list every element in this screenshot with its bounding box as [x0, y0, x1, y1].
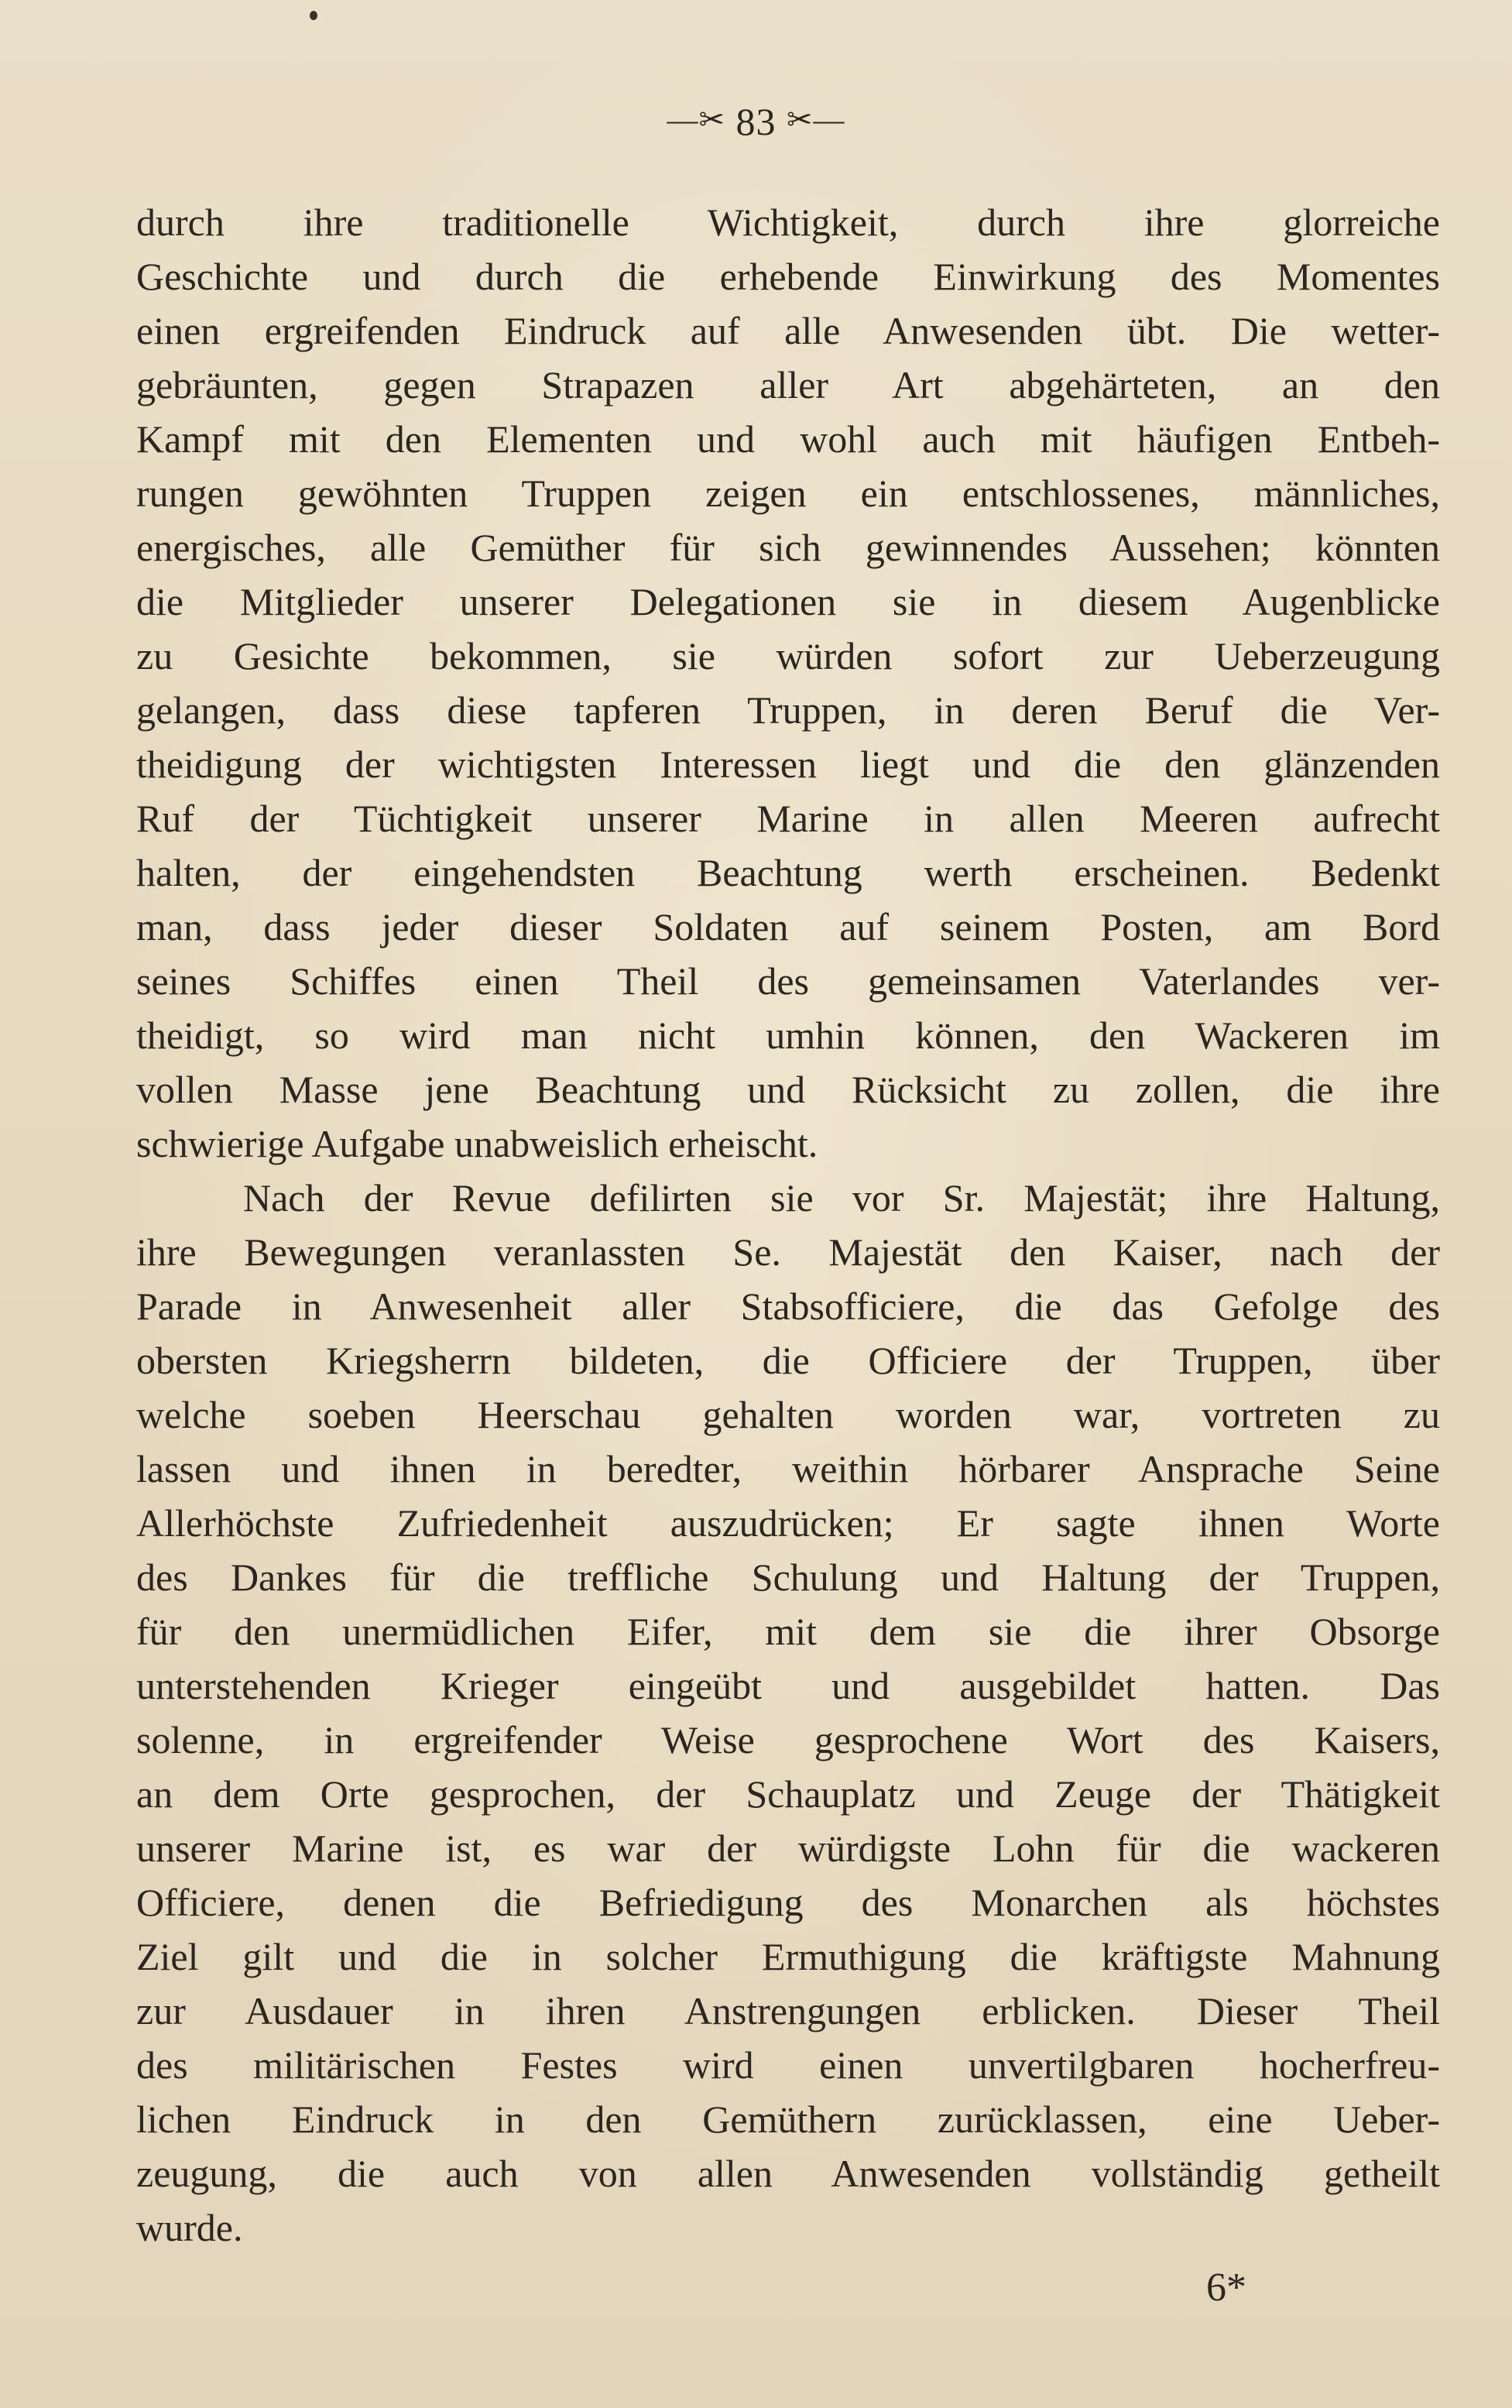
- text-line: Ziel gilt und die in solcher Ermuthigung die kräftigste Mahnung: [136, 1935, 1440, 1978]
- text-line: Ruf der Tüchtigkeit unserer Marine in allen Meeren aufrecht: [136, 797, 1440, 840]
- text-line: unterstehenden Krieger eingeübt und ausgebildet hatten. Das: [136, 1664, 1440, 1707]
- text-line: wurde.: [136, 2206, 243, 2249]
- text-line: durch ihre traditionelle Wichtigkeit, durch ihre glorreiche: [136, 201, 1440, 244]
- text-line: man, dass jeder dieser Soldaten auf seinem Posten, am Bord: [136, 905, 1440, 948]
- text-line: vollen Masse jene Beachtung und Rücksicht zu zollen, die ihre: [136, 1068, 1440, 1111]
- text-line: theidigung der wichtigsten Interessen liegt und die den glänzenden: [136, 743, 1440, 786]
- text-line: theidigt, so wird man nicht umhin können, den Wackeren im: [136, 1014, 1440, 1057]
- text-line: welche soeben Heerschau gehalten worden war, vortreten zu: [136, 1393, 1440, 1436]
- text-line: zu Gesichte bekommen, sie würden sofort zur Ueberzeugung: [136, 634, 1440, 677]
- paragraph-2: [136, 1171, 1440, 2255]
- text-line: an dem Orte gesprochen, der Schauplatz und Zeuge der Thätigkeit: [136, 1772, 1440, 1816]
- text-line: solenne, in ergreifender Weise gesprochene Wort des Kaisers,: [136, 1718, 1440, 1761]
- text-line: schwierige Aufgabe unabweislich erheischt.: [136, 1122, 818, 1165]
- text-line: des Dankes für die treffliche Schulung und Haltung der Truppen,: [136, 1556, 1440, 1599]
- text-line: einen ergreifenden Eindruck auf alle Anwesenden übt. Die wetter-: [136, 309, 1440, 352]
- text-line: zur Ausdauer in ihren Anstrengungen erblicken. Dieser Theil: [136, 1989, 1440, 2032]
- text-line: Parade in Anwesenheit aller Stabsofficiere, die das Gefolge des: [136, 1285, 1440, 1328]
- text-line: unserer Marine ist, es war der würdigste Lohn für die wackeren: [136, 1827, 1440, 1870]
- page-header: [0, 99, 1512, 144]
- text-line: rungen gewöhnten Truppen zeigen ein entschlossenes, männliches,: [136, 472, 1440, 515]
- text-line: gelangen, dass diese tapferen Truppen, in deren Beruf die Ver-: [136, 688, 1440, 732]
- text-line: seines Schiffes einen Theil des gemeinsamen Vaterlandes ver-: [136, 959, 1440, 1003]
- text-line: zeugung, die auch von allen Anwesenden vollständig getheilt: [136, 2152, 1440, 2195]
- paragraph-1: [136, 195, 1440, 1171]
- text-line: gebräunten, gegen Strapazen aller Art abgehärteten, an den: [136, 363, 1440, 406]
- text-line: Geschichte und durch die erhebende Einwirkung des Momentes: [136, 255, 1440, 298]
- text-line: lassen und ihnen in beredter, weithin hörbarer Ansprache Seine: [136, 1447, 1440, 1490]
- text-line: energisches, alle Gemüther für sich gewinnendes Aussehen; könnten: [136, 526, 1440, 569]
- text-line: Kampf mit den Elementen und wohl auch mit häufigen Entbeh-: [136, 417, 1440, 461]
- body-text: [136, 195, 1440, 2255]
- ink-speck: [310, 11, 317, 20]
- text-line: obersten Kriegsherrn bildeten, die Officiere der Truppen, über: [136, 1339, 1440, 1382]
- text-line: Nach der Revue defilirten sie vor Sr. Majestät; ihre Haltung,: [243, 1176, 1440, 1219]
- text-line: für den unermüdlichen Eifer, mit dem sie die ihrer Obsorge: [136, 1610, 1440, 1653]
- text-line: des militärischen Festes wird einen unvertilgbaren hocherfreu-: [136, 2043, 1440, 2087]
- text-line: lichen Eindruck in den Gemüthern zurücklassen, eine Ueber-: [136, 2098, 1440, 2141]
- text-line: die Mitglieder unserer Delegationen sie in diesem Augenblicke: [136, 580, 1440, 623]
- signature-mark: 6*: [1206, 2266, 1246, 2310]
- ornament-left: —✂: [667, 102, 725, 137]
- text-line: halten, der eingehendsten Beachtung werth erscheinen. Bedenkt: [136, 851, 1440, 894]
- page-number: 83: [735, 100, 777, 143]
- text-line: Allerhöchste Zufriedenheit auszudrücken; Er sagte ihnen Worte: [136, 1501, 1440, 1545]
- ornament-right: ✂—: [787, 102, 845, 137]
- text-line: ihre Bewegungen veranlassten Se. Majestät den Kaiser, nach der: [136, 1230, 1440, 1274]
- text-line: Officiere, denen die Befriedigung des Monarchen als höchstes: [136, 1881, 1440, 1924]
